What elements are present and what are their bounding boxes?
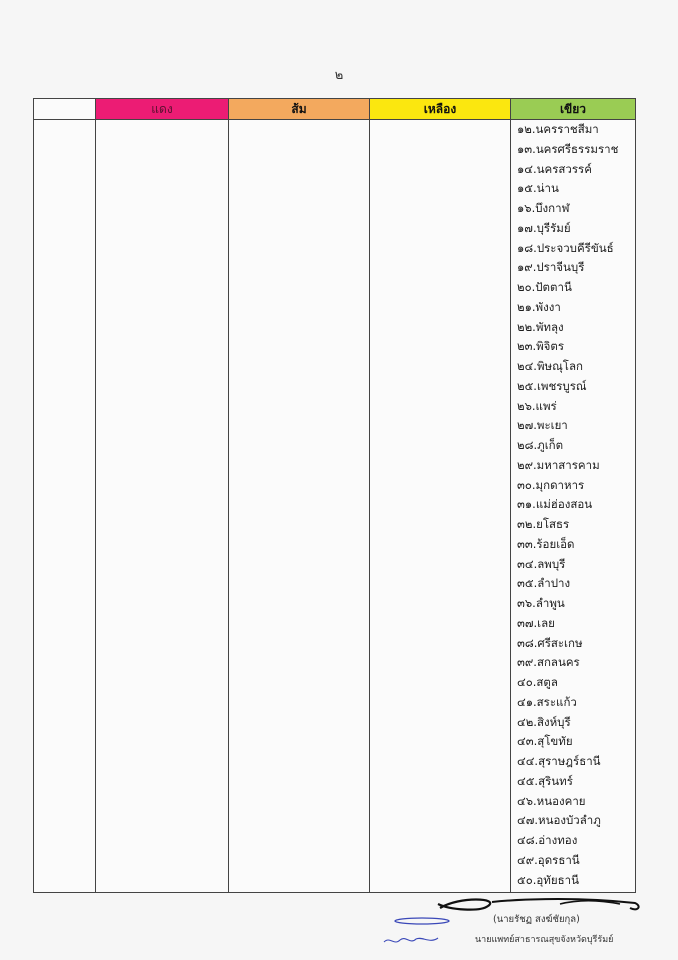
list-item: ๔๐.สตูล [517,675,558,689]
list-item: ๒๕.เพชรบูรณ์ [517,378,587,393]
list-item: ๓๖.ลำพูน [517,596,565,610]
list-item: ๑๙.ปราจีนบุรี [517,260,585,275]
green-province-list [511,120,636,890]
list-item: ๓๒.ยโสธร [517,517,570,531]
list-item: ๔๔.สุราษฎร์ธานี [517,754,601,768]
list-item: ๑๖.บึงกาฬ [517,201,570,215]
list-item: ๑๘.ประจวบคีรีขันธ์ [517,240,614,255]
list-item: ๒๗.พะเยา [517,418,568,433]
list-item: ๒๑.พังงา [517,299,561,314]
signatory-name: (นายรัชฏ สงฆ์ชัยกุล) [493,914,580,925]
list-item: ๒๘.ภูเก็ต [517,438,564,452]
header-orange: ส้ม [229,99,369,119]
table-header-row [34,99,635,120]
page-number: ๒ [334,68,344,83]
list-item: ๔๒.สิงห์บุรี [517,714,571,729]
list-item: ๑๔.นครสวรรค์ [517,161,592,176]
list-item: ๔๕.สุรินทร์ [517,773,573,788]
list-item: ๔๖.หนองคาย [517,793,586,808]
list-item: ๒๙.มหาสารคาม [517,457,600,472]
header-blank [34,99,95,119]
list-item: ๓๘.ศรีสะเกษ [517,635,583,650]
column-divider [228,99,229,892]
list-item: ๔๓.สุโขทัย [517,734,573,749]
list-item: ๓๓.ร้อยเอ็ด [517,536,575,551]
header-red: แดง [96,99,228,119]
list-item: ๔๑.สระแก้ว [517,694,577,709]
list-item: ๓๕.ลำปาง [517,576,571,591]
list-item: ๓๑.แม่ฮ่องสอน [517,497,593,512]
column-divider [95,99,96,892]
list-item: ๓๗.เลย [517,615,555,630]
list-item: ๑๕.น่าน [517,181,559,196]
signature-block [380,890,670,955]
list-item: ๑๗.บุรีรัมย์ [517,220,571,235]
list-item: ๑๒.นครราชสีมา [517,122,599,136]
header-green: เขียว [511,99,635,119]
zone-table [33,98,636,893]
header-yellow: เหลือง [370,99,510,119]
list-item: ๔๗.หนองบัวลำภู [517,813,601,828]
list-item: ๑๓.นครศรีธรรมราช [517,141,619,156]
signatory-title: นายแพทย์สาธารณสุขจังหวัดบุรีรัมย์ [475,935,614,945]
list-item: ๓๙.สกลนคร [517,655,580,670]
list-item: ๒๔.พิษณุโลก [517,359,583,373]
list-item: ๒๓.พิจิตร [517,339,565,354]
list-item: ๓๔.ลพบุรี [517,556,566,571]
list-item: ๕๐.อุทัยธานี [517,872,579,887]
list-item: ๒๒.พัทลุง [517,319,564,334]
list-item: ๓๐.มุกดาหาร [517,477,585,492]
column-divider [369,99,370,892]
list-item: ๔๙.อุดรธานี [517,852,580,867]
list-item: ๒๐.ปัตตานี [517,280,572,294]
list-item: ๒๖.แพร่ [517,398,557,413]
list-item: ๔๘.อ่างทอง [517,833,578,847]
